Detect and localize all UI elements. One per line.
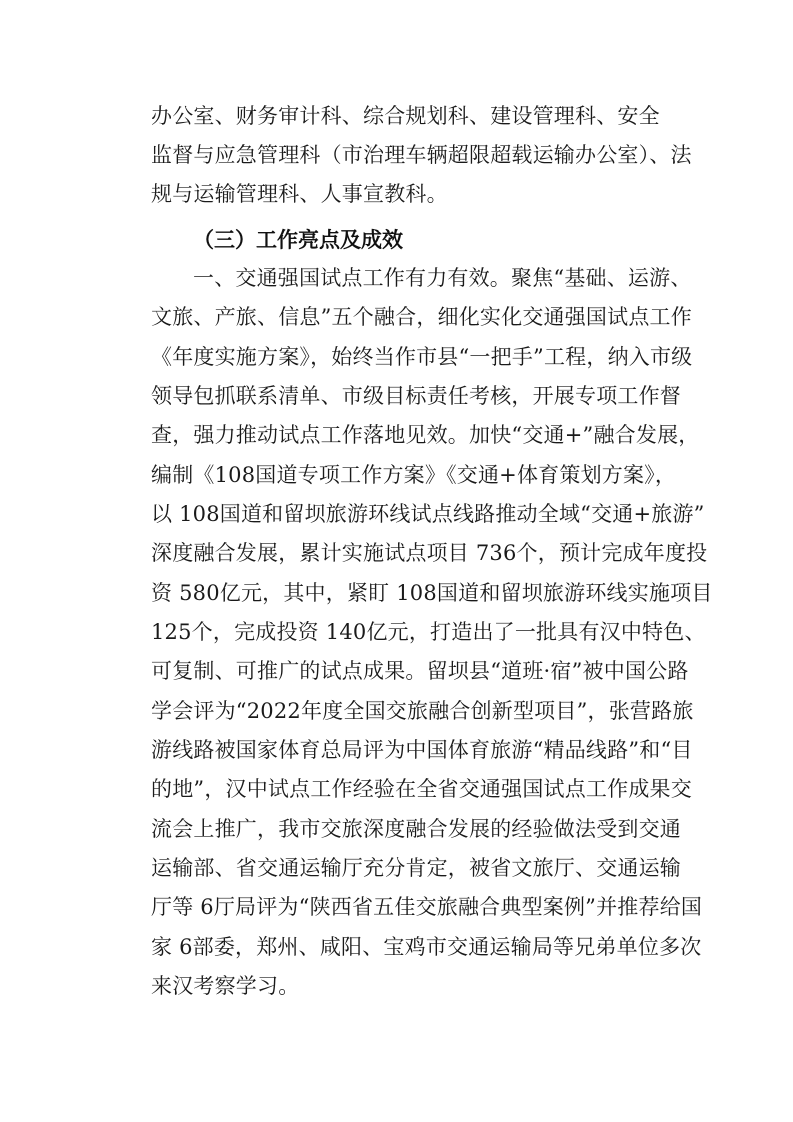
paragraph-line: 学会评为“2022年度全国交旅融合创新型项目”，张营路旅 [151,699,694,723]
paragraph-line: 来汉考察学习。 [151,974,300,998]
section-heading: （三）工作亮点及成效 [193,228,403,252]
paragraph-line: 以 108国道和留坝旅游环线试点线路推动全域“交通+旅游” [151,502,705,526]
paragraph-line: 编制《108国道专项工作方案》《交通+体育策划方案》， [151,463,677,487]
paragraph-line: 《年度实施方案》，始终当作市县“一把手”工程，纳入市级 [151,345,693,369]
paragraph-line: 可复制、可推广的试点成果。留坝县“道班·宿”被中国公路 [151,659,689,683]
paragraph-line: 游线路被国家体育总局评为中国体育旅游“精品线路”和“目 [151,738,693,762]
paragraph-line: 资 580亿元，其中，紧盯 108国道和留坝旅游环线实施项目 [151,581,713,605]
paragraph-line: 厅等 6厅局评为“陕西省五佳交旅融合典型案例”并推荐给国 [151,895,703,919]
paragraph-line: 流会上推广，我市交旅深度融合发展的经验做法受到交通 [151,817,681,841]
paragraph-line: 125个，完成投资 140亿元，打造出了一批具有汉中特色、 [151,620,706,644]
paragraph-line: 的地”，汉中试点工作经验在全省交通强国试点工作成果交 [151,777,692,801]
text-line: 监督与应急管理科（市治理车辆超限超载运输办公室）、法 [151,143,692,167]
paragraph-line: 一、交通强国试点工作有力有效。聚焦“基础、运游、 [193,266,692,290]
paragraph-line: 深度融合发展，累计实施试点项目 736个，预计完成年度投 [151,541,708,565]
paragraph-line: 运输部、省交通运输厅充分肯定，被省文旅厅、交通运输 [151,856,681,880]
paragraph-line: 查，强力推动试点工作落地见效。加快“交通+”融合发展， [151,423,700,447]
paragraph-line: 文旅、产旅、信息”五个融合，细化实化交通强国试点工作 [151,305,692,329]
paragraph-line: 家 6部委，郑州、咸阳、宝鸡市交通运输局等兄弟单位多次 [151,935,702,959]
paragraph-line: 领导包抓联系清单、市级目标责任考核，开展专项工作督 [151,384,681,408]
text-line: 办公室、财务审计科、综合规划科、建设管理科、安全 [151,104,660,128]
text-line: 规与运输管理科、人事宣教科。 [151,182,448,206]
